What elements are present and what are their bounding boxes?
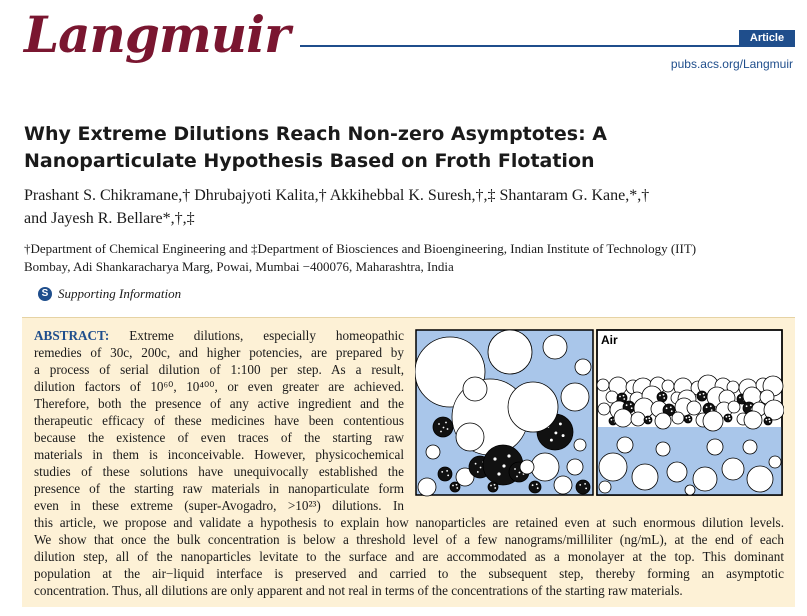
abstract-line: a process of serial dilution of 1:100 per step. As a result, (34, 362, 404, 377)
particle-dot (440, 431, 442, 433)
particle-dot (768, 418, 770, 420)
particle-dark (644, 416, 652, 424)
abstract-line: studies of these solutions have unequivocally established the (34, 464, 404, 479)
abstract-text-top (34, 327, 404, 514)
particle-dot (494, 484, 496, 486)
author-line: and Jayesh R. Bellare*,†,‡ (24, 210, 195, 227)
bubble (567, 459, 583, 475)
particle-dot (630, 403, 632, 405)
particle-dot (648, 417, 650, 419)
bubble (574, 439, 586, 451)
particle-dot (497, 472, 500, 475)
article-title-line: Nanoparticulate Hypothesis Based on Froth Flotation (24, 150, 595, 172)
particle-dot (746, 405, 748, 407)
abstract-line: therapeutic efficacy of these medicines have been contentious (34, 413, 404, 428)
particle-dark (724, 414, 732, 422)
particle-dot (686, 417, 688, 419)
abstract-line: Therefore, both the presence of any active ingredient and the (34, 396, 404, 411)
particle-dot (689, 419, 691, 421)
particle-dot (554, 431, 557, 434)
particle-dark (438, 467, 452, 481)
abstract-label: ABSTRACT: (34, 328, 130, 343)
particle-dot (585, 488, 587, 490)
particle-dark (450, 482, 460, 492)
particle-dark (488, 482, 498, 492)
particle-dot (445, 422, 447, 424)
supporting-info-icon: S (38, 287, 52, 301)
abstract-line: materials in them is inconceivable. However, physicochemical (34, 447, 404, 462)
particle-dot (626, 404, 628, 406)
author-list (24, 184, 794, 230)
bubble (488, 330, 532, 374)
particle-dot (623, 398, 625, 400)
particle-dot (562, 434, 565, 437)
article-title (24, 121, 794, 175)
bubble (656, 442, 670, 456)
particle-dot (631, 407, 633, 409)
particle-dot (507, 454, 510, 457)
particle-dot (670, 406, 672, 408)
bubble (598, 403, 610, 415)
particle-dot (750, 404, 752, 406)
affiliation (24, 240, 794, 276)
bubble (687, 401, 701, 415)
abstract-line: presence of the starting raw materials in nanoparticulate form (34, 481, 404, 496)
bubble (418, 478, 436, 496)
particle-dot (611, 419, 613, 421)
abstract-line: because the existence of even traces of the starting raw (34, 430, 404, 445)
bubble (463, 377, 487, 401)
particle-dot (550, 439, 553, 442)
particle-dot (516, 476, 518, 478)
bubble (631, 412, 645, 426)
article-title-line: Why Extreme Dilutions Reach Non-zero Asymptotes: A (24, 123, 607, 145)
supporting-info-link[interactable]: Supporting Information (58, 286, 182, 301)
particle-dot (441, 471, 443, 473)
bubble (426, 445, 440, 459)
bubble (614, 409, 632, 427)
bubble (508, 382, 558, 432)
particle-dot (443, 427, 445, 429)
journal-url-link[interactable]: pubs.acs.org/Langmuir (670, 57, 793, 71)
particle-dot (623, 395, 625, 397)
particle-dot (475, 463, 477, 465)
particle-dot (699, 394, 701, 396)
bubble (722, 458, 744, 480)
bubble (617, 437, 633, 453)
particle-dot (493, 457, 496, 460)
particle-dark (697, 391, 707, 401)
particle-dot (477, 471, 479, 473)
bubble (632, 464, 658, 490)
dilution-panel-bulk (415, 330, 593, 496)
bubble (672, 412, 684, 424)
particle-dot (671, 410, 673, 412)
author-line: Prashant S. Chikramane,† Dhrubajyoti Kalita,† Akkihebbal K. Suresh,†,‡ Shantaram G. Kane,*,† (24, 187, 650, 204)
particle-dot (703, 396, 705, 398)
particle-dot (579, 484, 581, 486)
particle-dot (452, 485, 454, 487)
particle-dot (646, 418, 648, 420)
abstract-line: even in these extreme (super-Avogadro, >10²³) dilutions. In (34, 498, 404, 513)
bubble (744, 411, 762, 429)
bubble (599, 453, 627, 481)
bubble (662, 380, 674, 392)
particle-dot (649, 420, 651, 422)
supporting-information[interactable] (38, 286, 181, 302)
bubble (597, 379, 609, 391)
abstract-line: ABSTRACT: Extreme dilutions, especially homeopathic (34, 328, 405, 343)
particle-dot (446, 470, 448, 472)
particle-dot (726, 416, 728, 418)
particle-dot (447, 475, 449, 477)
bubble (520, 460, 534, 474)
bubble (531, 453, 559, 481)
particle-dot (619, 396, 621, 398)
bubble (554, 476, 572, 494)
particle-dot (659, 395, 661, 397)
bubble (707, 439, 723, 455)
bubble (703, 411, 723, 431)
particle-dot (514, 468, 516, 470)
bubble (456, 423, 484, 451)
particle-dot (519, 472, 521, 474)
bubble (599, 481, 611, 493)
particle-dot (663, 397, 665, 399)
bubble (561, 383, 589, 411)
particle-dot (438, 423, 440, 425)
particle-dot (494, 487, 496, 489)
particle-dot (537, 487, 539, 489)
particle-dot (766, 419, 768, 421)
dilution-panel-surface (597, 330, 784, 495)
particle-dot (447, 428, 449, 430)
air-label: Air (601, 333, 618, 347)
particle-dot (480, 467, 482, 469)
particle-dot (536, 483, 538, 485)
header-rule (300, 45, 795, 47)
particle-dot (663, 394, 665, 396)
abstract-line: dilution step, all of the nanoparticles levitate to the surface and are accommodated as a monolayer at the top. This dominant (34, 549, 784, 564)
abstract-line: dilution factors of 10⁶⁰, 10⁴⁰⁰, or even greater are achieved. (34, 379, 404, 394)
bubble (667, 462, 687, 482)
particle-dot (584, 483, 586, 485)
particle-dot (490, 485, 492, 487)
particle-dot (710, 405, 712, 407)
bubble (743, 440, 757, 454)
abstract-line: population at the air−liquid interface is preserved and carried to the subsequent step, thereby forming an asymptotic (34, 566, 784, 581)
article-type-badge: Article (739, 30, 795, 47)
particle-dark (657, 392, 667, 402)
particle-dot (769, 421, 771, 423)
bubble (655, 413, 671, 429)
particle-dot (729, 418, 731, 420)
particle-dot (456, 484, 458, 486)
affiliation-line: Bombay, Adi Shankaracharya Marg, Powai, Mumbai −400076, Maharashtra, India (24, 259, 454, 274)
particle-dark (684, 415, 692, 423)
particle-dot (502, 464, 505, 467)
particle-dot (728, 415, 730, 417)
bubble (747, 466, 773, 492)
particle-dot (532, 484, 534, 486)
particle-dark (529, 481, 541, 493)
bubble (728, 401, 740, 413)
particle-dot (666, 407, 668, 409)
bubble (685, 485, 695, 495)
bubble (575, 359, 591, 375)
journal-logo: Langmuir (24, 5, 290, 64)
particle-dark (576, 480, 590, 494)
bubble (769, 456, 781, 468)
particle-dot (703, 393, 705, 395)
bubble (693, 467, 717, 491)
particle-dot (559, 422, 562, 425)
toc-graphic (415, 327, 784, 498)
particle-dark (764, 417, 772, 425)
abstract-line: this article, we propose and validate a hypothesis to explain how nanoparticles are retained even at such enormous dilution levels. (34, 515, 784, 530)
particle-dot (706, 406, 708, 408)
affiliation-line: †Department of Chemical Engineering and ‡Department of Biosciences and Bioengineering, Indian Institute of Technology (IIT) (24, 241, 697, 256)
abstract-text-bottom (34, 514, 784, 599)
abstract-line: remedies of 30c, 200c, and higher potencies, are prepared by (34, 345, 404, 360)
particle-dot (688, 416, 690, 418)
abstract-line: concentration. Thus, all dilutions are only apparent and not real in terms of the concentrations of the starting raw materials. (34, 583, 683, 598)
abstract-line: We show that once the bulk concentration is below a threshold level of a few nanograms/milliliter (ng/mL), at the end of each (34, 532, 784, 547)
particle-dot (456, 487, 458, 489)
bubble (543, 335, 567, 359)
particle-dot (739, 397, 741, 399)
